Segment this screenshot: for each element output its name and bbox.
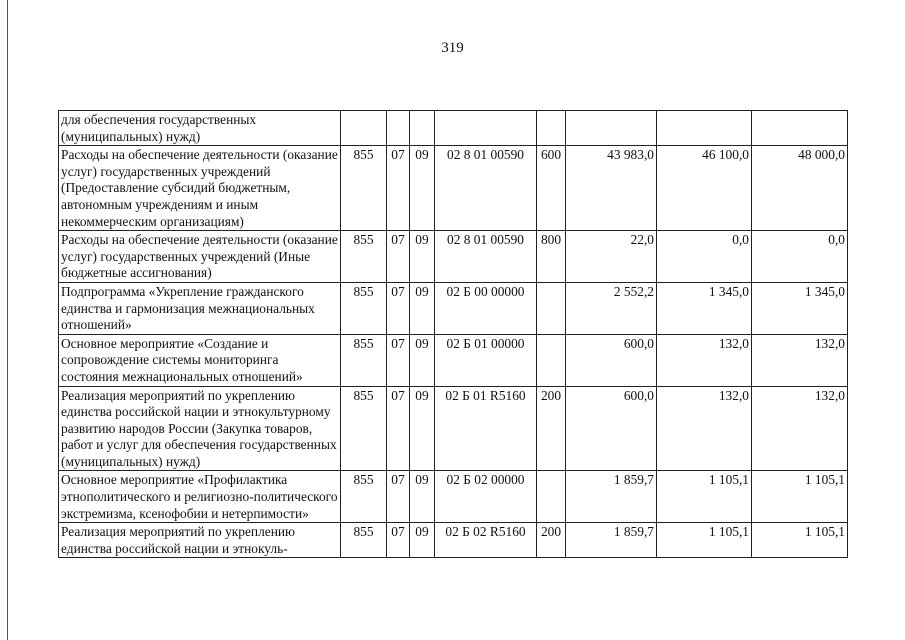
amount-year1-cell <box>566 111 657 146</box>
department-code-cell: 855 <box>341 386 387 471</box>
amount-year2-cell: 1 345,0 <box>657 282 752 334</box>
subsection-code-cell: 09 <box>410 146 435 231</box>
expense-type-cell: 200 <box>537 523 566 558</box>
amount-year2-cell: 0,0 <box>657 231 752 283</box>
section-code-cell: 07 <box>387 231 410 283</box>
amount-year3-cell: 1 105,1 <box>752 523 848 558</box>
department-code-cell: 855 <box>341 282 387 334</box>
amount-year2-cell <box>657 111 752 146</box>
amount-year1-cell: 2 552,2 <box>566 282 657 334</box>
expense-type-cell <box>537 282 566 334</box>
section-code-cell: 07 <box>387 471 410 523</box>
expense-type-cell: 200 <box>537 386 566 471</box>
expense-type-cell <box>537 471 566 523</box>
amount-year3-cell: 1 345,0 <box>752 282 848 334</box>
target-article-cell <box>435 111 537 146</box>
target-article-cell: 02 8 01 00590 <box>435 146 537 231</box>
amount-year3-cell: 132,0 <box>752 386 848 471</box>
target-article-cell: 02 Б 02 00000 <box>435 471 537 523</box>
department-code-cell: 855 <box>341 471 387 523</box>
expense-type-cell <box>537 111 566 146</box>
amount-year2-cell: 1 105,1 <box>657 471 752 523</box>
amount-year1-cell: 600,0 <box>566 334 657 386</box>
item-name-cell: Основное мероприятие «Профилактика этнополитического и религиозно-политического экстремизма, ксенофобии и нетерпимости» <box>59 471 341 523</box>
item-name-cell: Основное мероприятие «Создание и сопровождение системы мониторинга состояния межнациональных отношений» <box>59 334 341 386</box>
department-code-cell: 855 <box>341 334 387 386</box>
subsection-code-cell: 09 <box>410 386 435 471</box>
section-code-cell: 07 <box>387 386 410 471</box>
expense-type-cell: 600 <box>537 146 566 231</box>
subsection-code-cell: 09 <box>410 334 435 386</box>
table-row <box>59 471 848 523</box>
table-row <box>59 231 848 283</box>
amount-year3-cell: 48 000,0 <box>752 146 848 231</box>
item-name-cell: Расходы на обеспечение деятельности (оказание услуг) государственных учреждений (Предоставление субсидий бюджетным, автономным учреждениям и иным некоммерческим организациям) <box>59 146 341 231</box>
subsection-code-cell: 09 <box>410 231 435 283</box>
budget-table-body <box>59 111 848 558</box>
amount-year1-cell: 43 983,0 <box>566 146 657 231</box>
department-code-cell: 855 <box>341 146 387 231</box>
amount-year2-cell: 132,0 <box>657 334 752 386</box>
expense-type-cell <box>537 334 566 386</box>
item-name-cell: для обеспечения государственных (муниципальных) нужд) <box>59 111 341 146</box>
target-article-cell: 02 Б 01 00000 <box>435 334 537 386</box>
table-row <box>59 334 848 386</box>
target-article-cell: 02 8 01 00590 <box>435 231 537 283</box>
budget-table <box>58 110 848 558</box>
subsection-code-cell: 09 <box>410 523 435 558</box>
amount-year1-cell: 1 859,7 <box>566 471 657 523</box>
department-code-cell: 855 <box>341 523 387 558</box>
subsection-code-cell: 09 <box>410 282 435 334</box>
table-row <box>59 146 848 231</box>
table-row <box>59 386 848 471</box>
table-row <box>59 111 848 146</box>
amount-year3-cell: 1 105,1 <box>752 471 848 523</box>
section-code-cell: 07 <box>387 334 410 386</box>
section-code-cell: 07 <box>387 523 410 558</box>
amount-year2-cell: 132,0 <box>657 386 752 471</box>
item-name-cell: Подпрограмма «Укрепление гражданского единства и гармонизация межнациональных отношений» <box>59 282 341 334</box>
page-edge-line <box>7 0 8 640</box>
target-article-cell: 02 Б 01 R5160 <box>435 386 537 471</box>
section-code-cell: 07 <box>387 146 410 231</box>
table-row <box>59 523 848 558</box>
page-number: 319 <box>441 40 464 56</box>
department-code-cell: 855 <box>341 231 387 283</box>
amount-year1-cell: 22,0 <box>566 231 657 283</box>
amount-year2-cell: 1 105,1 <box>657 523 752 558</box>
section-code-cell <box>387 111 410 146</box>
item-name-cell: Расходы на обеспечение деятельности (оказание услуг) государственных учреждений (Иные бюджетные ассигнования) <box>59 231 341 283</box>
department-code-cell <box>341 111 387 146</box>
subsection-code-cell: 09 <box>410 471 435 523</box>
amount-year3-cell: 132,0 <box>752 334 848 386</box>
item-name-cell: Реализация мероприятий по укреплению единства российской нации и этнокультурному развитию народов России (Закупка товаров, работ и услуг для обеспечения государственных (муниципальных) нужд) <box>59 386 341 471</box>
amount-year2-cell: 46 100,0 <box>657 146 752 231</box>
item-name-cell: Реализация мероприятий по укреплению единства российской нации и этнокуль- <box>59 523 341 558</box>
expense-type-cell: 800 <box>537 231 566 283</box>
section-code-cell: 07 <box>387 282 410 334</box>
target-article-cell: 02 Б 02 R5160 <box>435 523 537 558</box>
amount-year1-cell: 1 859,7 <box>566 523 657 558</box>
target-article-cell: 02 Б 00 00000 <box>435 282 537 334</box>
table-row <box>59 282 848 334</box>
subsection-code-cell <box>410 111 435 146</box>
amount-year3-cell <box>752 111 848 146</box>
amount-year3-cell: 0,0 <box>752 231 848 283</box>
amount-year1-cell: 600,0 <box>566 386 657 471</box>
